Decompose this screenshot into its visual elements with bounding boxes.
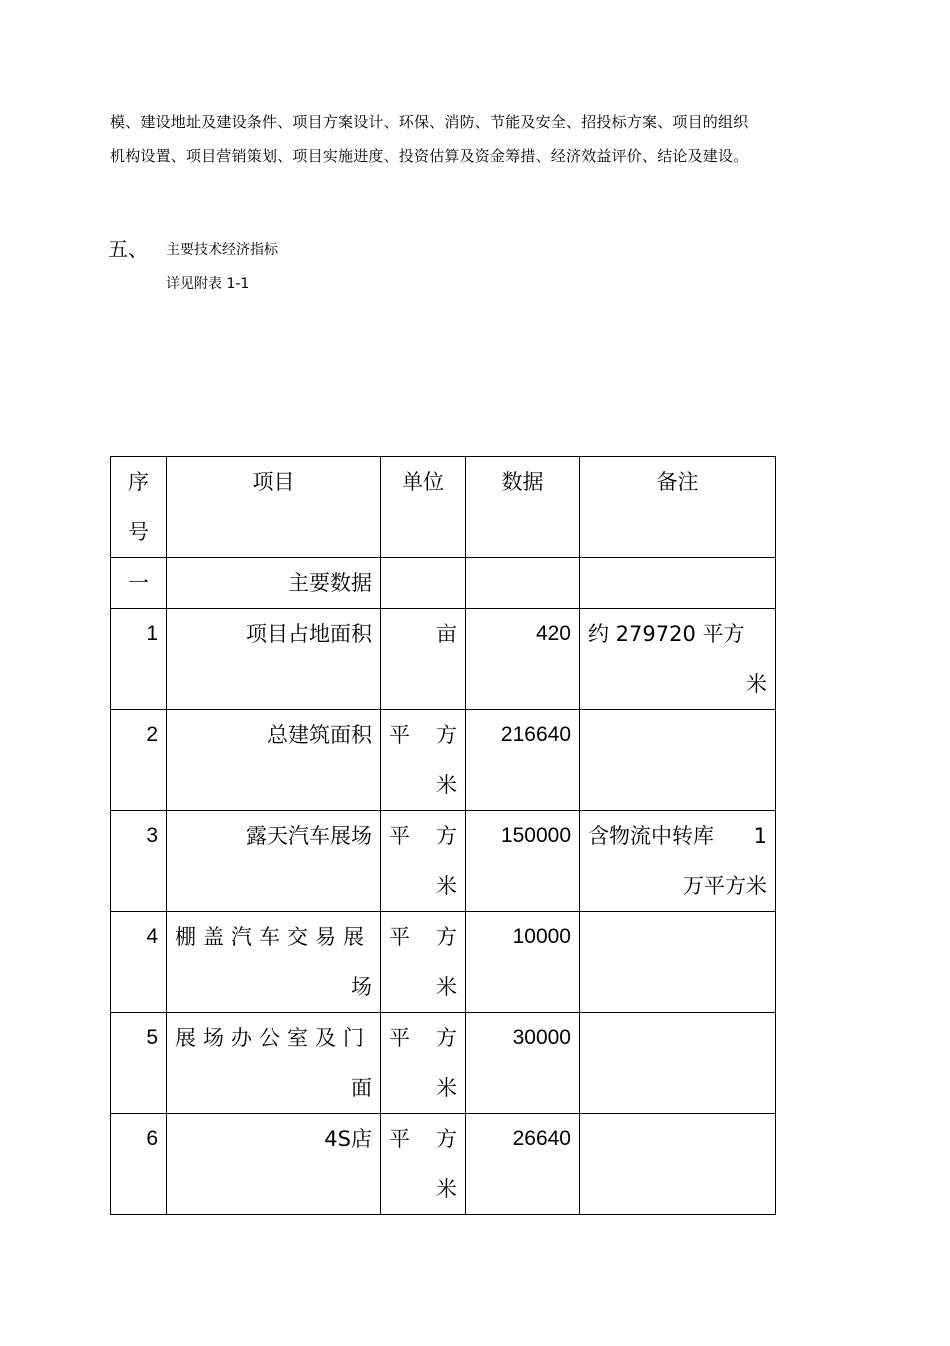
indicator-table [110, 456, 776, 1215]
section-number: 五、 [108, 237, 148, 261]
table-row [111, 609, 776, 710]
table-row [111, 811, 776, 912]
row-item: 总建筑面积 [167, 710, 381, 811]
intro-line-1: 模、建设地址及建设条件、项目方案设计、环保、消防、节能及安全、招投标方案、项目的组织 [110, 113, 749, 131]
table-header-row [111, 457, 776, 558]
row-unit: 平 方 米 [381, 1013, 466, 1114]
row-seq: 1 [111, 609, 167, 710]
row-note [580, 1013, 776, 1114]
section-reference: 详见附表 1-1 [166, 276, 250, 292]
row-seq: 3 [111, 811, 167, 912]
row-item: 棚盖汽车交易展 场 [167, 912, 381, 1013]
row-item: 4S店 [167, 1114, 381, 1215]
row-note [580, 710, 776, 811]
row-unit: 平 方 米 [381, 710, 466, 811]
group-unit [381, 558, 466, 609]
row-unit: 平 方 米 [381, 1114, 466, 1215]
row-note [580, 1114, 776, 1215]
row-data: 150000 [466, 811, 580, 912]
row-data: 216640 [466, 710, 580, 811]
row-note: 约 279720 平方 米 [580, 609, 776, 710]
row-data: 30000 [466, 1013, 580, 1114]
row-unit: 亩 [381, 609, 466, 710]
table-row [111, 1013, 776, 1114]
row-item: 展场办公室及门 面 [167, 1013, 381, 1114]
header-item: 项目 [167, 457, 381, 558]
row-data: 10000 [466, 912, 580, 1013]
intro-paragraph [110, 105, 800, 173]
header-unit: 单位 [381, 457, 466, 558]
header-seq: 序 号 [111, 457, 167, 558]
row-seq: 2 [111, 710, 167, 811]
row-item: 露天汽车展场 [167, 811, 381, 912]
table-row [111, 710, 776, 811]
group-note [580, 558, 776, 609]
row-note [580, 912, 776, 1013]
group-seq: 一 [111, 558, 167, 609]
group-data [466, 558, 580, 609]
intro-line-2: 机构设置、项目营销策划、项目实施进度、投资估算及资金筹措、经济效益评价、结论及建设。 [110, 147, 749, 165]
row-data: 26640 [466, 1114, 580, 1215]
row-unit: 平 方 米 [381, 912, 466, 1013]
row-note: 含物流中转库 1 万平方米 [580, 811, 776, 912]
section-title: 主要技术经济指标 [166, 242, 278, 258]
row-data: 420 [466, 609, 580, 710]
row-seq: 5 [111, 1013, 167, 1114]
header-note: 备注 [580, 457, 776, 558]
row-item: 项目占地面积 [167, 609, 381, 710]
group-item: 主要数据 [167, 558, 381, 609]
table-row [111, 1114, 776, 1215]
header-data: 数据 [466, 457, 580, 558]
row-seq: 6 [111, 1114, 167, 1215]
table-row [111, 912, 776, 1013]
row-unit: 平 方 米 [381, 811, 466, 912]
row-seq: 4 [111, 912, 167, 1013]
table-group-row [111, 558, 776, 609]
